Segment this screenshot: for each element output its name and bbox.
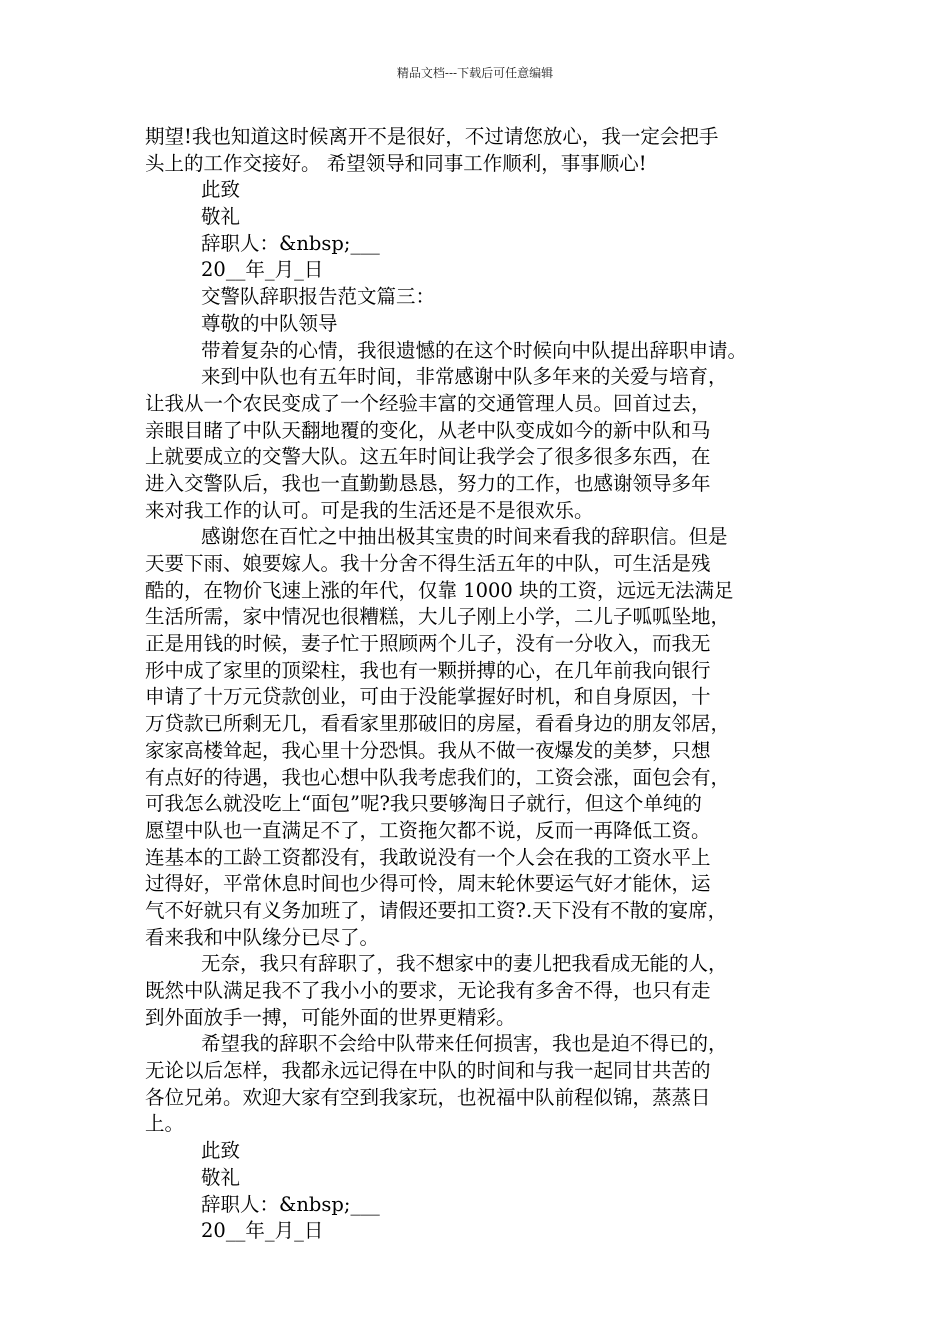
text-line: 感谢您在百忙之中抽出极其宝贵的时间来看我的辞职信。但是 <box>201 525 728 549</box>
text-line: 来到中队也有五年时间，非常感谢中队多年来的关爱与培育， <box>201 365 728 389</box>
text-line: 无奈，我只有辞职了，我不想家中的妻儿把我看成无能的人， <box>201 952 728 976</box>
text-line: 20__年_月_日 <box>201 1219 324 1243</box>
text-line: 无论以后怎样，我都永远记得在中队的时间和与我一起同甘共苦的 <box>145 1059 711 1083</box>
text-line: 此致 <box>201 178 241 202</box>
text-line: 连基本的工龄工资都没有，我敢说没有一个人会在我的工资水平上 <box>145 845 711 869</box>
text-line: 尊敬的中队领导 <box>201 311 338 335</box>
text-line: 申请了十万元贷款创业，可由于没能掌握好时机，和自身原因，十 <box>145 685 711 709</box>
text-line: 头上的工作交接好。 希望领导和同事工作顺利，事事顺心! <box>145 151 647 175</box>
text-line: 此致 <box>201 1139 241 1163</box>
text-line: 辞职人：&nbsp;___ <box>201 1192 380 1216</box>
text-line: 希望我的辞职不会给中队带来任何损害，我也是迫不得已的， <box>201 1032 728 1056</box>
text-line: 各位兄弟。欢迎大家有空到我家玩，也祝福中队前程似锦，蒸蒸日 <box>145 1085 711 1109</box>
text-line: 敬礼 <box>201 205 241 229</box>
text-line: 看来我和中队缘分已尽了。 <box>145 925 380 949</box>
page-header: 精品文档---下载后可任意编辑 <box>396 66 554 80</box>
text-line: 愿望中队也一直满足不了，工资拖欠都不说，反而一再降低工资。 <box>145 818 711 842</box>
text-line: 生活所需，家中情况也很糟糕，大儿子刚上小学，二儿子呱呱坠地， <box>145 605 731 629</box>
text-line: 万贷款已所剩无几，看看家里那破旧的房屋，看看身边的朋友邻居， <box>145 712 731 736</box>
text-line: 辞职人：&nbsp;___ <box>201 231 380 255</box>
text-line: 来对我工作的认可。可是我的生活还是不是很欢乐。 <box>145 498 594 522</box>
text-line: 形中成了家里的顶梁柱，我也有一颗拼搏的心，在几年前我向银行 <box>145 658 711 682</box>
text-line: 上就要成立的交警大队。这五年时间让我学会了很多很多东西，在 <box>145 445 711 469</box>
text-line: 交警队辞职报告范文篇三： <box>201 285 436 309</box>
text-line: 到外面放手一搏，可能外面的世界更精彩。 <box>145 1005 516 1029</box>
text-line: 让我从一个农民变成了一个经验丰富的交通管理人员。回首过去， <box>145 391 711 415</box>
text-line: 过得好，平常休息时间也少得可怜，周末轮休要运气好才能休，运 <box>145 872 711 896</box>
text-line: 期望!我也知道这时候离开不是很好，不过请您放心，我一定会把手 <box>145 125 719 148</box>
text-line: 20__年_月_日 <box>201 258 324 282</box>
text-line: 带着复杂的心情，我很遗憾的在这个时候向中队提出辞职申请。 <box>201 338 748 362</box>
text-line: 亲眼目睹了中队天翻地覆的变化，从老中队变成如今的新中队和马 <box>145 418 711 442</box>
text-line: 酷的，在物价飞速上涨的年代，仅靠 1000 块的工资，远远无法满足 <box>145 578 734 602</box>
text-line: 家家高楼耸起，我心里十分恐惧。我从不做一夜爆发的美梦，只想 <box>145 738 711 762</box>
text-line: 可我怎么就没吃上“面包”呢?我只要够淘日子就行，但这个单纯的 <box>145 792 702 816</box>
text-line: 进入交警队后，我也一直勤勤恳恳，努力的工作，也感谢领导多年 <box>145 471 711 495</box>
text-line: 正是用钱的时候，妻子忙于照顾两个儿子，没有一分收入，而我无 <box>145 632 711 656</box>
text-line: 气不好就只有义务加班了，请假还要扣工资?.天下没有不散的宴席， <box>145 898 728 922</box>
document-body <box>145 124 815 1245</box>
text-line: 敬礼 <box>201 1165 241 1189</box>
text-line: 有点好的待遇，我也心想中队我考虑我们的，工资会涨，面包会有， <box>145 765 731 789</box>
text-line: 既然中队满足我不了我小小的要求，无论我有多舍不得，也只有走 <box>145 979 711 1002</box>
text-line: 天要下雨、娘要嫁人。我十分舍不得生活五年的中队，可生活是残 <box>145 552 711 575</box>
text-line: 上。 <box>145 1112 185 1136</box>
